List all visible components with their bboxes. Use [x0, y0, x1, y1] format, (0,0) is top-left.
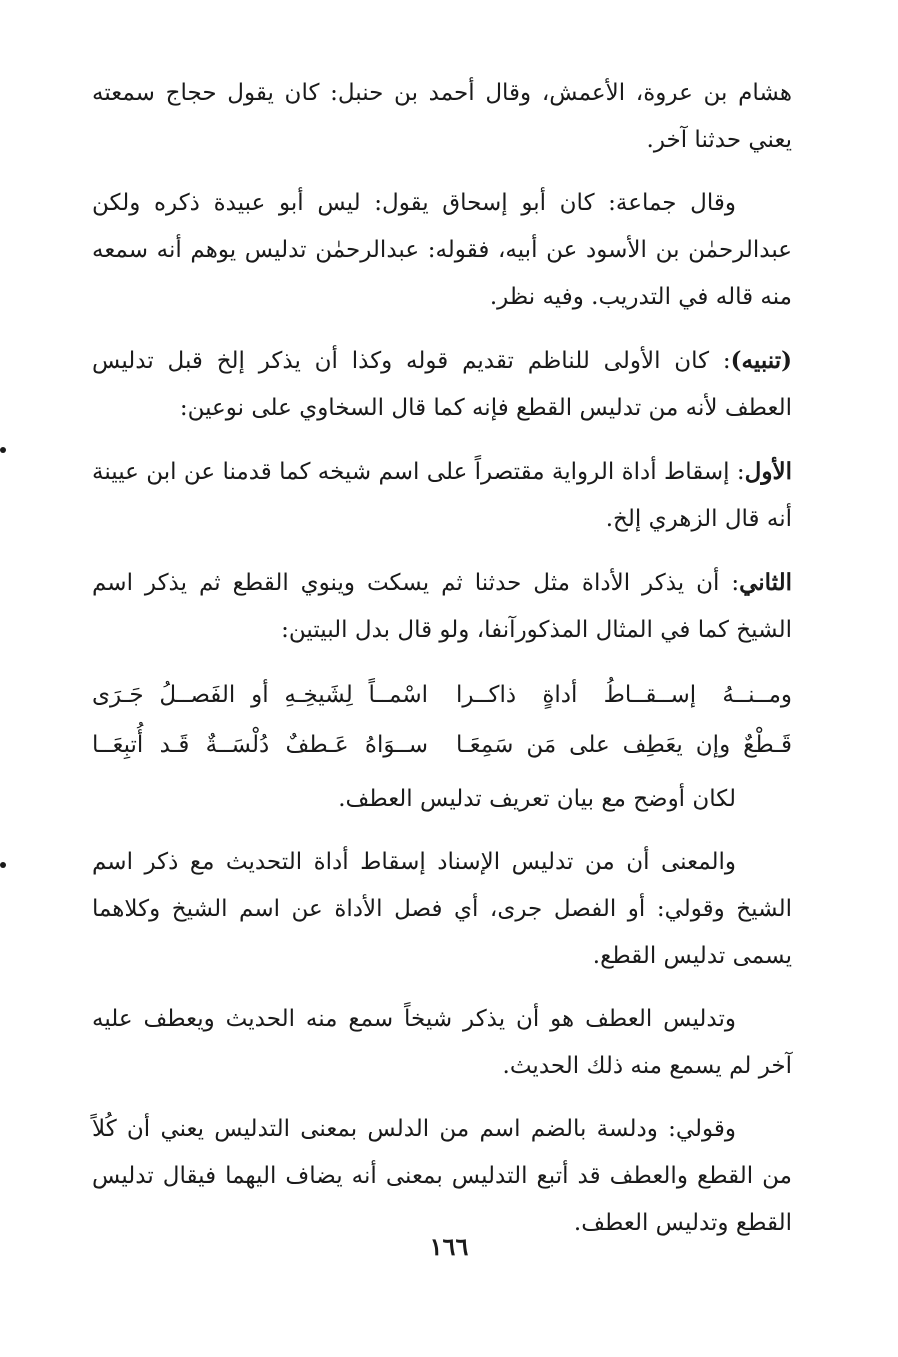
verse-line-2-second-hemistich: ســوَاهُ عَـطفٌ دُلْسَــةٌ قَـد أُتبِعَــا: [92, 732, 428, 758]
paragraph-1-text: هشام بن عروة، الأعمش، وقال أحمد بن حنبل: كان يقول حجاج سمعته يعني حدثنا آخر.: [92, 80, 792, 153]
verse-line-1-first-hemistich: ومــنــهُ إســقــاطُ أداةٍ ذاكــرا: [456, 682, 792, 708]
first-type-label: الأول: [744, 458, 792, 485]
paragraph-2-text: وقال جماعة: كان أبو إسحاق يقول: ليس أبو عبيدة ذكره ولكن عبدالرحمٰن بن الأسود عن أبيه، فقوله: عبدالرحمٰن تدليس يوهم أنه سمعه منه قاله في التدريب. وفيه نظر.: [92, 190, 792, 310]
verse-line-1: [92, 670, 792, 720]
paragraph-first-type: [92, 448, 792, 543]
paragraph-second-type: [92, 559, 792, 654]
tanbih-label: (تنبيه): [730, 347, 792, 374]
paragraph-tanbih: [92, 337, 792, 432]
page-body: [92, 70, 792, 1263]
paragraph-meaning-text: والمعنى أن من تدليس الإسناد إسقاط أداة التحديث مع ذكر اسم الشيخ وقولي: أو الفصل جرى، أي فصل الأداة عن اسم الشيخ وكلاهما يسمى تدليس القطع.: [92, 849, 792, 969]
paragraph-dulsa: [92, 1106, 792, 1247]
second-type-text: : أن يذكر الأداة مثل حدثنا ثم يسكت وينوي القطع ثم يذكر اسم الشيخ كما في المثال المذكورآنفا، ولو قال بدل البيتين:: [92, 570, 792, 643]
paragraph-1: [92, 70, 792, 164]
verse-block: [92, 670, 792, 770]
page-number: ١٦٦: [429, 1232, 469, 1261]
first-type-text: : إسقاط أداة الرواية مقتصراً على اسم شيخه كما قدمنا عن ابن عيينة أنه قال الزهري إلخ.: [92, 459, 792, 532]
verse-line-1-second-hemistich: اسْمــاً لِشَيخِـهِ أو الفَصــلُ جَـرَى: [92, 682, 428, 708]
paragraph-2: [92, 180, 792, 321]
margin-dot-lower: [0, 862, 6, 868]
verse-line-2-first-hemistich: قَـطْعٌ وإن يعَطِف على مَن سَمِعَـا: [456, 732, 792, 758]
second-type-label: الثاني: [739, 569, 792, 596]
paragraph-atf-text: وتدليس العطف هو أن يذكر شيخاً سمع منه الحديث ويعطف عليه آخر لم يسمع منه ذلك الحديث.: [92, 1006, 792, 1079]
paragraph-dulsa-text: وقولي: ودلسة بالضم اسم من الدلس بمعنى التدليس يعني أن كُلاً من القطع والعطف قد أتبع التدليس بمعنى أنه يضاف اليهما فيقال تدليس القطع وتدليس العطف.: [92, 1116, 792, 1236]
verse-line-2: [92, 720, 792, 770]
paragraph-meaning: [92, 839, 792, 980]
paragraph-atf: [92, 996, 792, 1090]
margin-dot-upper: [0, 447, 6, 453]
after-verse-text: لكان أوضح مع بيان تعريف تدليس العطف.: [338, 786, 736, 812]
tanbih-text: : كان الأولى للناظم تقديم قوله وكذا أن يذكر إلخ قبل تدليس العطف لأنه من تدليس القطع فإنه كما قال السخاوي على نوعين:: [92, 348, 792, 421]
